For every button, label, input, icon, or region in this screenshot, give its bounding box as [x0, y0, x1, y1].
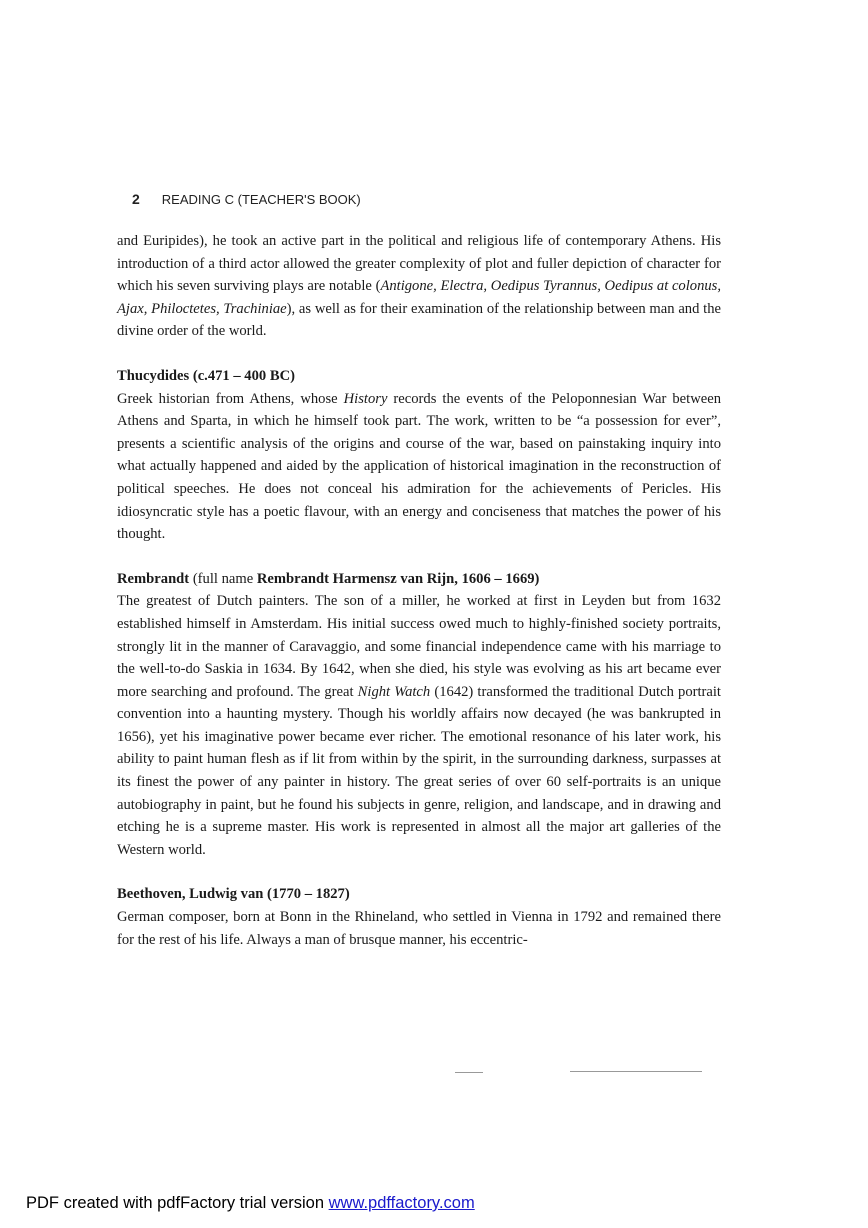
footer-text: PDF created with pdfFactory trial version [26, 1194, 329, 1212]
scan-artifact [570, 1071, 702, 1072]
running-title: READING C (TEACHER'S BOOK) [161, 192, 361, 207]
work-title: Night Watch [357, 683, 431, 700]
entry-body-beethoven: German composer, born at Bonn in the Rhineland, who settled in Vienna in 1792 and remained there for the rest of his life. Always a man of brusque manner, his eccentric- [117, 909, 721, 948]
entry-body-rembrandt: The greatest of Dutch painters. The son of a miller, he worked at first in Leyden but from 1632 established himself in Amsterdam. His initial success owed much to highly-finished society portraits, strongly lit in the manner of Caravaggio, and some financial independence came with his marriage to the well-to-do Saskia in 1634. By 1642, when she died, his style was evolving as his art became ever more searching and profound. The great Night Watch (1642) transformed the traditional Dutch portrait convention into a haunting mystery. Though his worldly affairs now decayed (he was bankrupted in 1656), yet his imaginative power became ever richer. The emotional resonance of his later work, his ability to paint human flesh as if lit from within by the spirit, in the surrounding darkness, surpasses at its finest the power of any painter in history. The great series of over 60 self-portraits is an unique autobiography in paint, but he found his subjects in genre, religion, and landscape, and in drawing and etching he is a supreme master. His work is represented in almost all the major art galleries of the Western world. [117, 593, 721, 858]
entry-body-thucydides: Greek historian from Athens, whose History records the events of the Peloponnesian War between Athens and Sparta, in which he himself took part. The work, written to be “a possession for ever”, presents a scientific analysis of the origins and course of the war, based on painstaking inquiry into what actually happened and aided by the application of historical imagination in the reconstruction of political speeches. He does not conceal his admiration for the achievements of Pericles. His idiosyncratic style has a poetic flavour, with an energy and conciseness that matches the power of his thought. [117, 390, 721, 543]
entry-heading-thucydides: Thucydides (c.471 – 400 BC) [117, 367, 295, 384]
work-title: History [343, 390, 388, 407]
intro-paragraph: and Euripides), he took an active part in the political and religious life of contemporary Athens. His introduction of a third actor allowed the greater complexity of plot and fuller depiction of character for which his seven surviving plays are notable (Antigone, Electra, Oedipus Tyrannus, Oedipus at colonus, Ajax, Philoctetes, Trachiniae), as well as for their examination of the relationship between man and the divine order of the world. [117, 233, 722, 340]
play-titles: Antigone, Electra, Oedipus Tyrannus, Oedipus at colonus, Ajax, Philoctetes, Trachiniae [117, 278, 722, 317]
footer-link[interactable]: www.pdffactory.com [328, 1194, 475, 1212]
entry-heading-beethoven: Beethoven, Ludwig van (1770 – 1827) [117, 886, 350, 903]
page-body [117, 230, 721, 951]
entry-heading-rembrandt: Rembrandt (full name Rembrandt Harmensz van Rijn, 1606 – 1669) [117, 570, 540, 587]
page-number: 2 [132, 191, 140, 207]
scan-artifact [455, 1072, 483, 1073]
pdf-footer [26, 1194, 475, 1213]
running-header [132, 191, 361, 207]
